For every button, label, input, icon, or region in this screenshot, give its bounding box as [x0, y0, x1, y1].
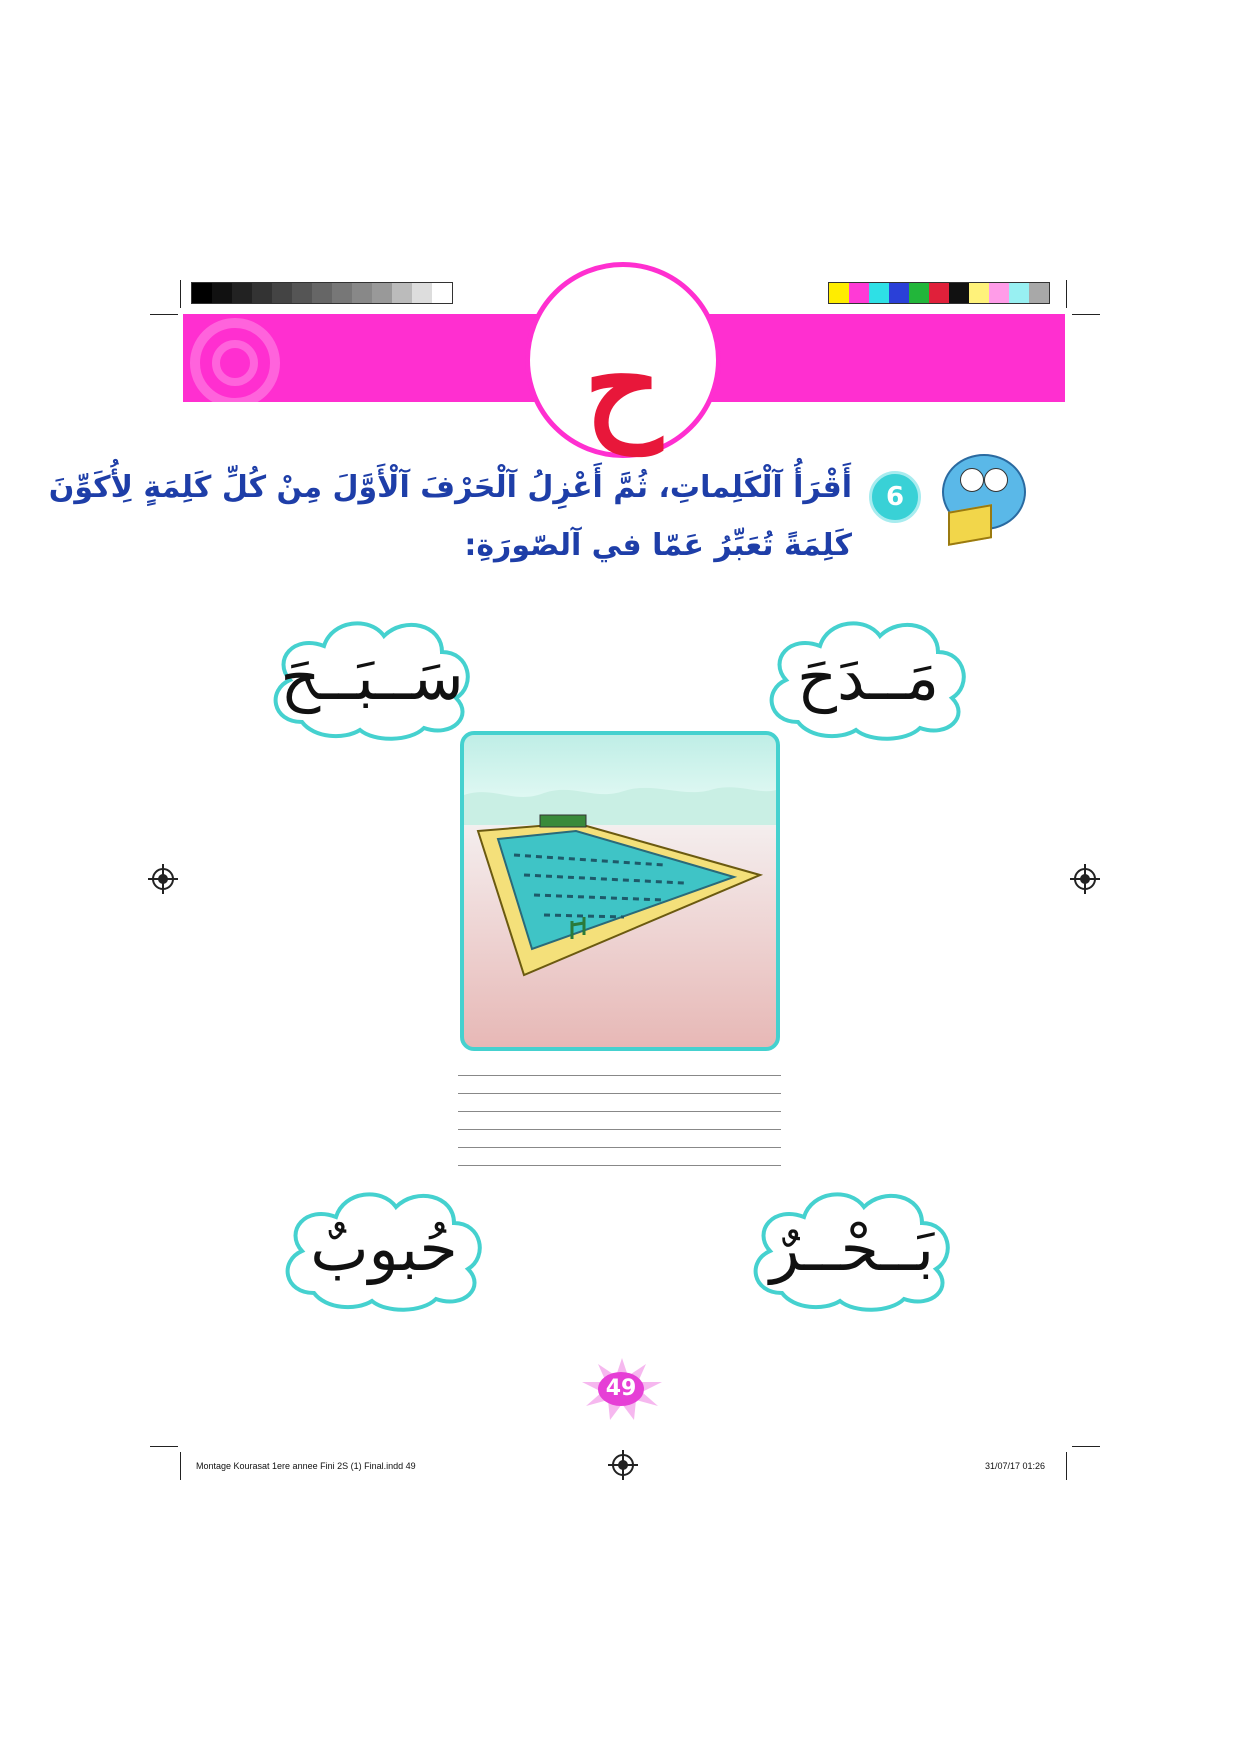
- crop-mark: [150, 314, 178, 315]
- word-top-left: سَــبَــحَ: [280, 640, 464, 714]
- writing-line[interactable]: [458, 1075, 781, 1076]
- footer-timestamp: 31/07/17 01:26: [985, 1461, 1046, 1471]
- color-calibration-bar: [828, 282, 1050, 304]
- writing-lines: [458, 1075, 781, 1183]
- exercise-number-badge: 6: [869, 471, 921, 523]
- word-bottom-right: بَــحْــرٌ: [769, 1211, 935, 1285]
- page-number: 49: [598, 1372, 644, 1406]
- instruction-line-2: كَلِمَةً تُعَبِّرُ عَمّا في آلصّورَةِ:: [464, 528, 852, 563]
- crop-mark: [150, 1446, 178, 1447]
- sun-decoration-icon: [212, 340, 258, 386]
- instruction-line-1: أَقْرَأُ آلْكَلِماتِ، ثُمَّ أَعْزِلُ آلْحَرْفَ آلْأَوَّلَ مِنْ كُلِّ كَلِمَةٍ لِأُكَوِّنَ: [48, 470, 852, 505]
- writing-line[interactable]: [458, 1147, 781, 1148]
- book-icon: [948, 504, 992, 546]
- writing-line[interactable]: [458, 1129, 781, 1130]
- word-bottom-left: حُبوبٌ: [310, 1211, 458, 1285]
- writing-line[interactable]: [458, 1165, 781, 1166]
- word-cloud-top-right: [758, 612, 978, 742]
- swimming-pool-illustration: [460, 731, 780, 1051]
- word-cloud-bottom-left: [274, 1183, 494, 1313]
- swimming-pool-icon: [464, 735, 776, 1047]
- grayscale-calibration-bar: [191, 282, 453, 304]
- word-cloud-top-left: [262, 612, 482, 742]
- writing-line[interactable]: [458, 1111, 781, 1112]
- crop-mark: [1066, 1452, 1067, 1480]
- registration-mark-icon: [1074, 868, 1096, 890]
- crop-mark: [1072, 314, 1100, 315]
- crop-mark: [1072, 1446, 1100, 1447]
- word-cloud-bottom-right: [742, 1183, 962, 1313]
- crop-mark: [180, 1452, 181, 1480]
- bird-eye-icon: [984, 468, 1008, 492]
- registration-mark-icon: [612, 1454, 634, 1476]
- crop-mark: [180, 280, 181, 308]
- footer-file-name: Montage Kourasat 1ere annee Fini 2S (1) Final.indd 49: [196, 1461, 416, 1471]
- bird-eye-icon: [960, 468, 984, 492]
- crop-mark: [1066, 280, 1067, 308]
- lesson-letter: ح: [584, 314, 662, 455]
- writing-line[interactable]: [458, 1093, 781, 1094]
- word-top-right: مَــدَحَ: [796, 640, 940, 714]
- registration-mark-icon: [152, 868, 174, 890]
